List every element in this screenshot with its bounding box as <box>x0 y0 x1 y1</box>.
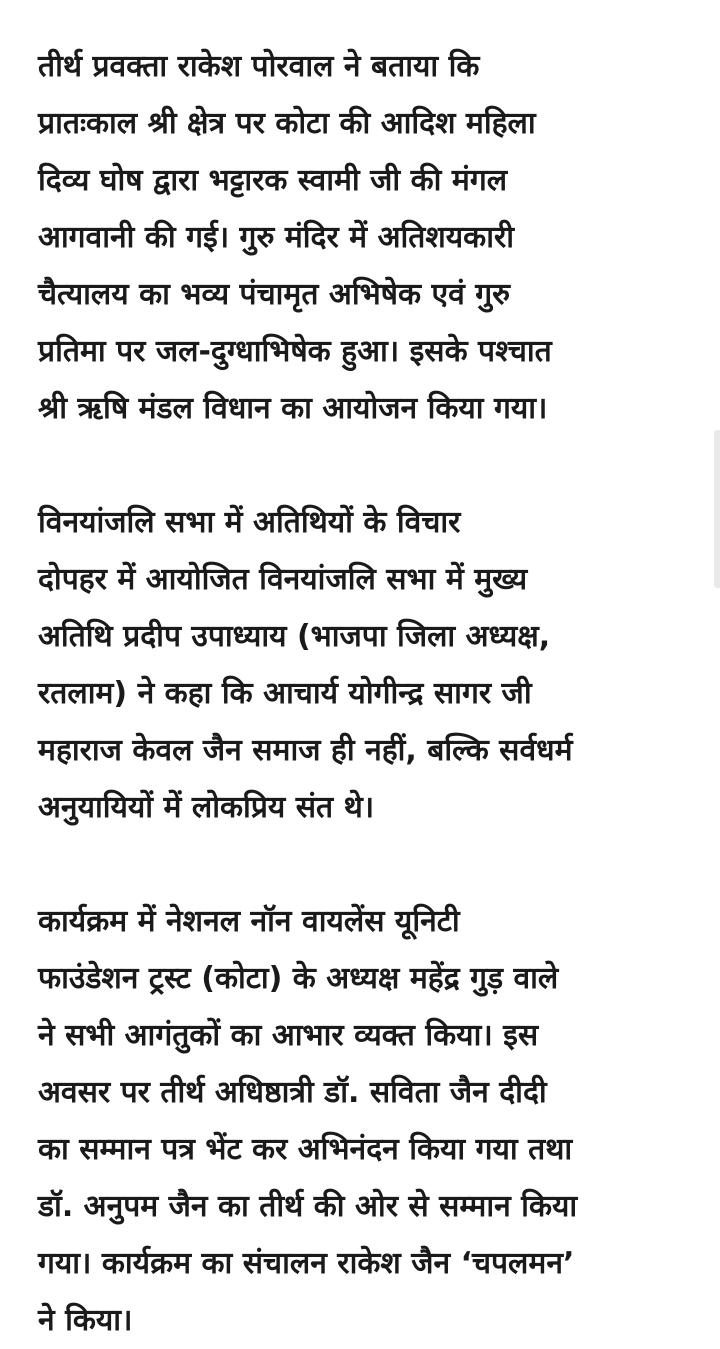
text-line: अतिथि प्रदीप उपाध्याय (भाजपा जिला अध्यक्ष, <box>38 619 551 654</box>
text-line: कार्यक्रम में नेशनल नॉन वायलेंस यूनिटी <box>38 904 460 939</box>
text-line: आगवानी की गई। गुरु मंदिर में अतिशयकारी <box>38 220 515 255</box>
text-line: प्रतिमा पर जल-दुग्धाभिषेक हुआ। इसके पश्चात <box>38 334 552 369</box>
text-line: दोपहर में आयोजित विनयांजलि सभा में मुख्य <box>38 562 528 597</box>
paragraph-temple-events <box>38 38 688 437</box>
text-line: ने किया। <box>38 1303 133 1338</box>
text-line: दिव्य घोष द्वारा भट्टारक स्वामी जी की मंगल <box>38 163 508 198</box>
text-line: महाराज केवल जैन समाज ही नहीं, बल्कि सर्वधर्म <box>38 733 573 768</box>
text-line: तीर्थ प्रवक्ता राकेश पोरवाल ने बताया कि <box>38 49 480 84</box>
text-line: का सम्मान पत्र भेंट कर अभिनंदन किया गया तथा <box>38 1132 573 1167</box>
text-line: डॉ. अनुपम जैन का तीर्थ की ओर से सम्मान किया <box>38 1189 578 1224</box>
paragraph-program-thanks <box>38 893 688 1349</box>
article-body <box>38 38 688 1349</box>
text-line: अवसर पर तीर्थ अधिष्ठात्री डॉ. सविता जैन दीदी <box>38 1075 547 1110</box>
paragraph-vinayanjali-sabha <box>38 494 688 836</box>
text-line: श्री ऋषि मंडल विधान का आयोजन किया गया। <box>38 391 548 426</box>
text-line: ने सभी आगंतुकों का आभार व्यक्त किया। इस <box>38 1018 539 1053</box>
text-line: प्रातःकाल श्री क्षेत्र पर कोटा की आदिश महिला <box>38 106 536 141</box>
text-line: अनुयायियों में लोकप्रिय संत थे। <box>38 790 375 825</box>
scrollbar-thumb[interactable] <box>714 430 720 588</box>
text-line: रतलाम) ने कहा कि आचार्य योगीन्द्र सागर जी <box>38 676 532 711</box>
section-subheading: विनयांजलि सभा में अतिथियों के विचार <box>38 505 461 540</box>
text-line: फाउंडेशन ट्रस्ट (कोटा) के अध्यक्ष महेंद्र गुड़ वाले <box>38 961 559 996</box>
text-line: गया। कार्यक्रम का संचालन राकेश जैन ‘चपलमन’ <box>38 1246 575 1281</box>
text-line: चैत्यालय का भव्य पंचामृत अभिषेक एवं गुरु <box>38 277 511 312</box>
